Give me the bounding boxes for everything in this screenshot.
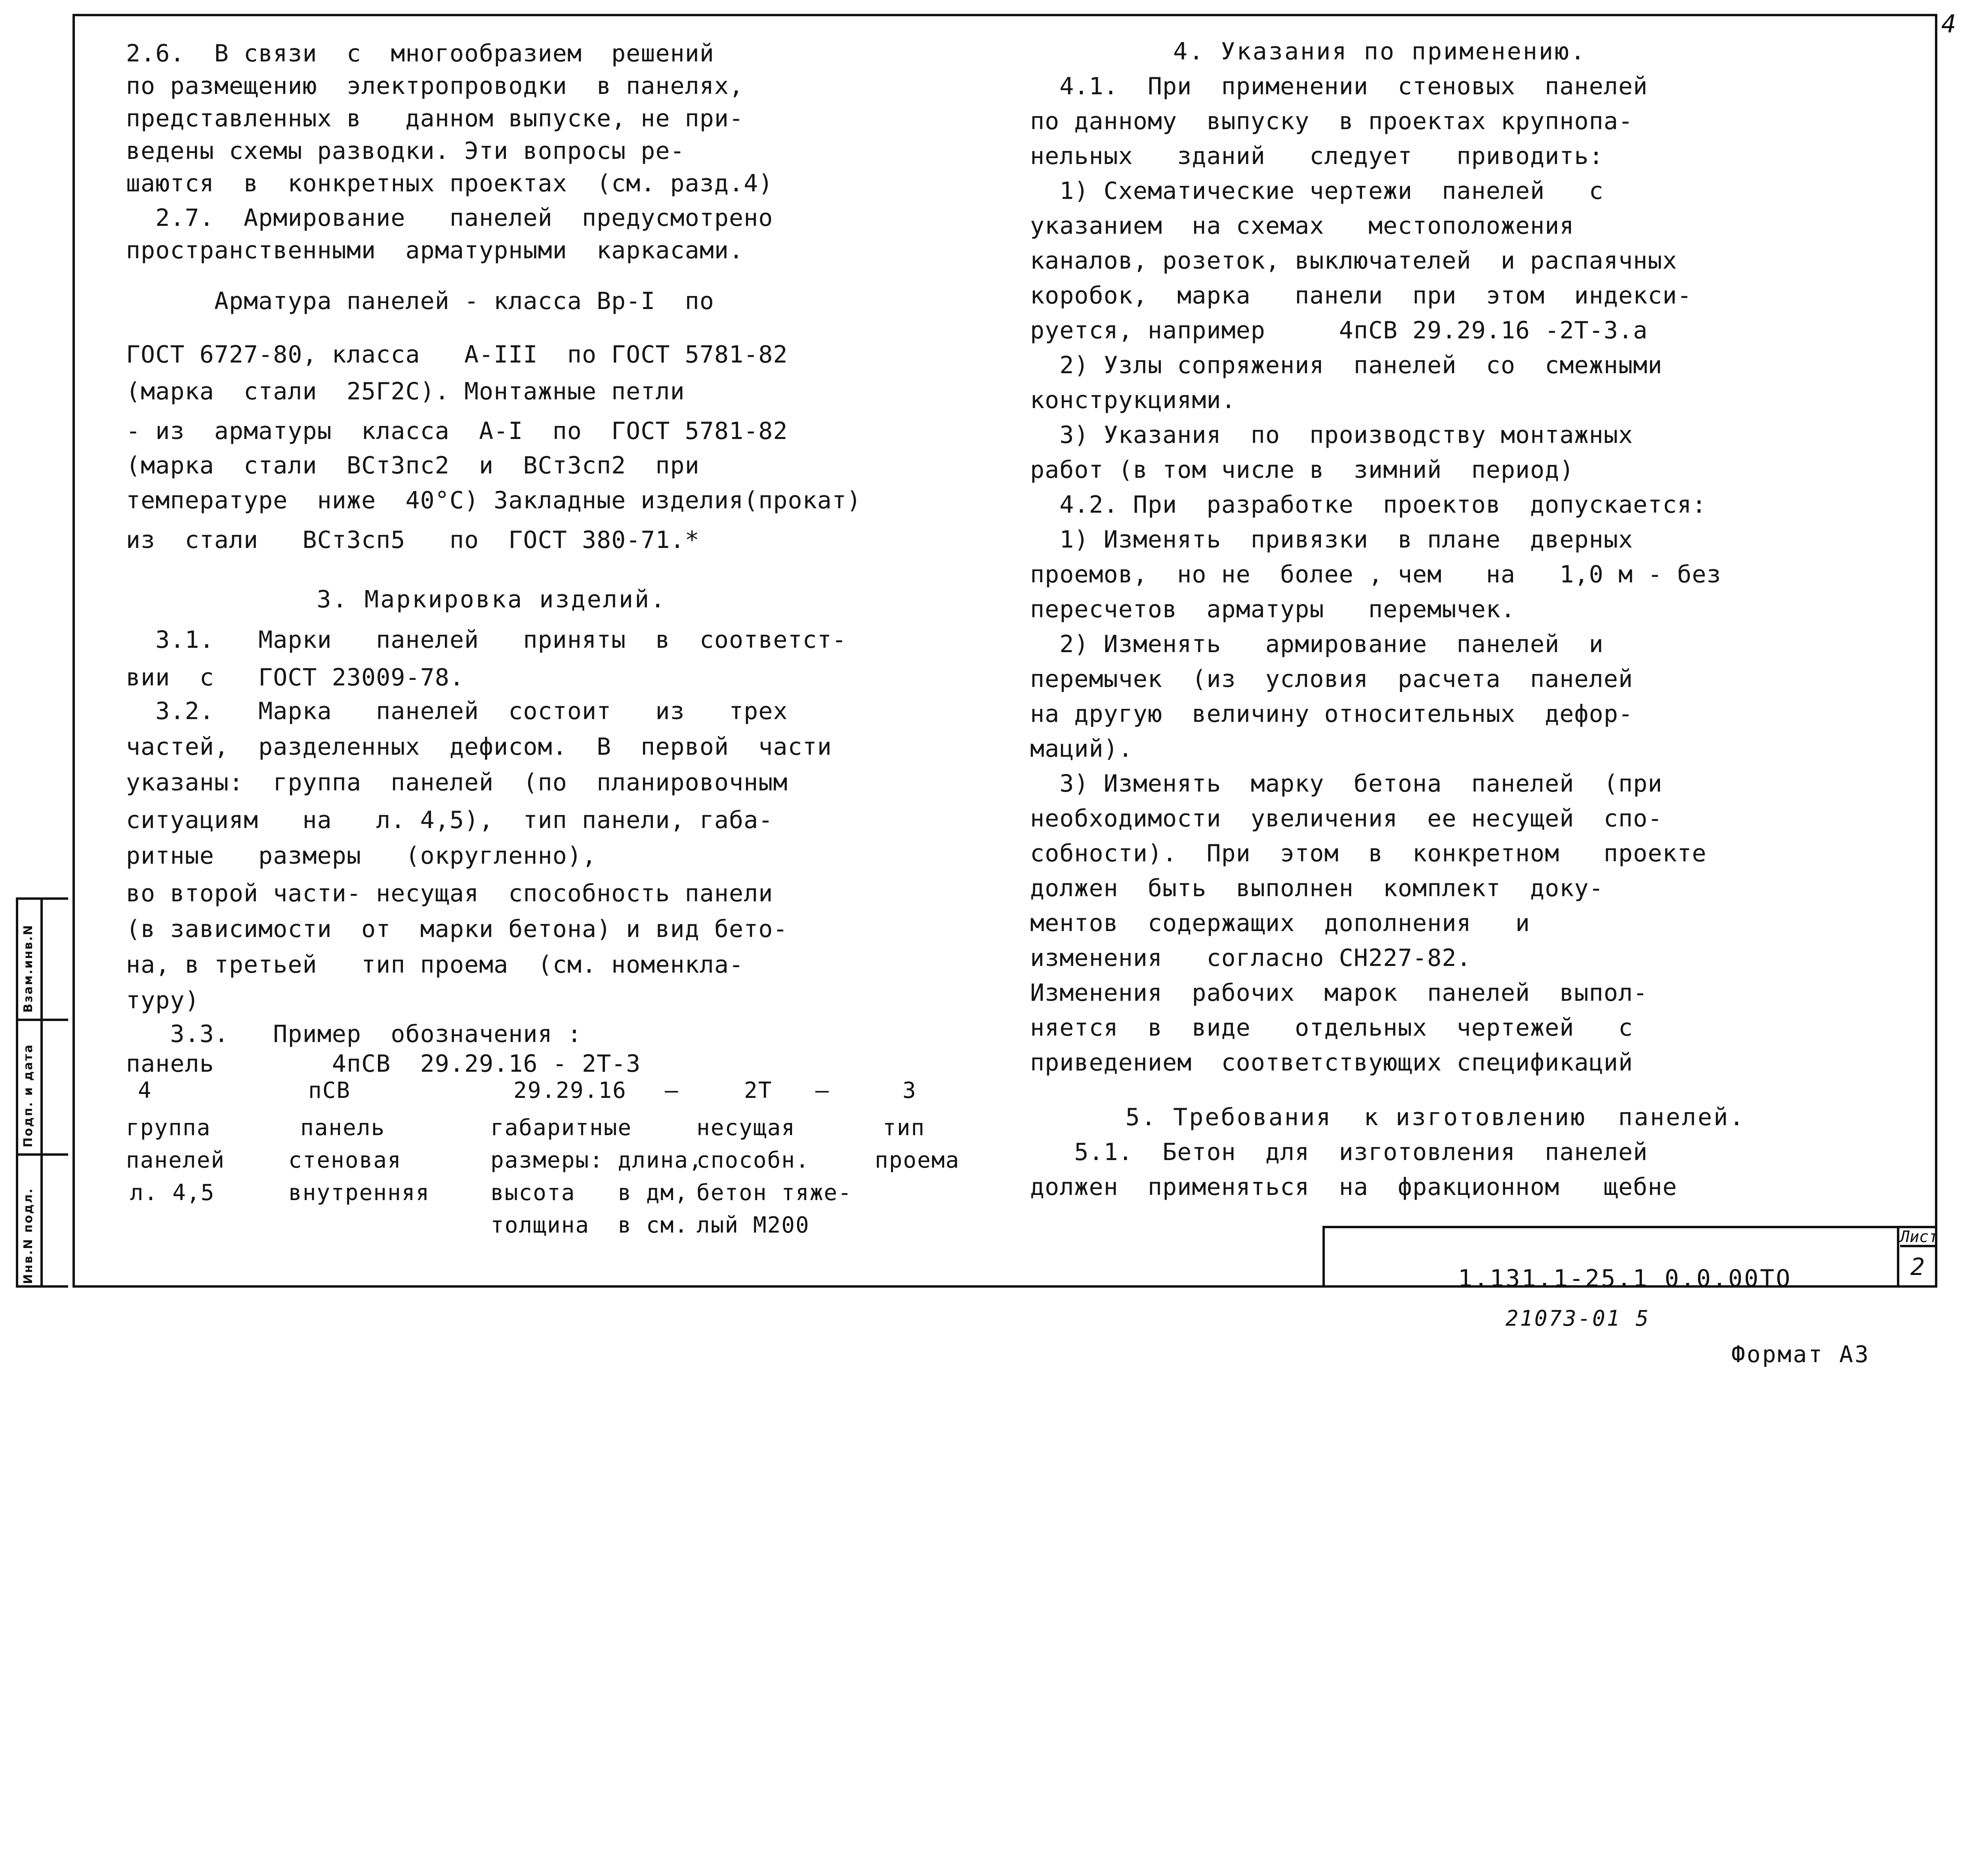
- text-line: по данному выпуску в проектах крупнопа-: [1030, 107, 1633, 135]
- text-line: перемычек (из условия расчета панелей: [1030, 665, 1633, 693]
- text-line: шаются в конкретных проектах (см. разд.4): [126, 170, 773, 197]
- text-line: 5.1. Бетон для изготовления панелей: [1030, 1138, 1648, 1166]
- legend-text: лый М200: [696, 1212, 810, 1238]
- legend-text: бетон тяже-: [696, 1180, 852, 1206]
- format-label: Формат А3: [1731, 1341, 1870, 1368]
- legend-col2-value: пСВ: [308, 1078, 351, 1103]
- legend-text: панель: [300, 1115, 385, 1141]
- sheet-label: Лист: [1900, 1228, 1935, 1247]
- text-line: ситуациям на л. 4,5), тип панели, габа-: [126, 806, 773, 834]
- text-line: конструкциями.: [1030, 386, 1236, 414]
- designation-legend: [126, 1078, 960, 1876]
- text-line: представленных в данном выпуске, не при-: [126, 105, 744, 132]
- stamp-field-label: Взам.инв.N: [21, 924, 35, 1013]
- text-line: 2) Узлы сопряжения панелей со смежными: [1030, 351, 1663, 379]
- text-line: ритные размеры (округленно),: [126, 842, 597, 870]
- legend-text: толщина в см.: [490, 1212, 689, 1238]
- text-line: приведением соответствующих спецификаций: [1030, 1049, 1633, 1076]
- text-line: каналов, розеток, выключателей и распаячных: [1030, 247, 1677, 275]
- text-line: панель 4пСВ 29.29.16 - 2Т-3: [126, 1050, 641, 1078]
- text-line: 2.7. Армирование панелей предусмотрено: [126, 204, 773, 232]
- legend-text: несущая: [696, 1115, 796, 1141]
- text-line: 4.2. При разработке проектов допускается:: [1030, 491, 1707, 519]
- legend-text: л. 4,5: [130, 1180, 215, 1206]
- text-line: 3.3. Пример обозначения :: [126, 1020, 582, 1048]
- text-line: (марка стали 25Г2С). Монтажные петли: [126, 378, 685, 405]
- text-line: из стали ВСт3сп5 по ГОСТ 380-71.*: [126, 526, 700, 554]
- text-line: 1) Изменять привязки в плане дверных: [1030, 526, 1633, 553]
- text-line: Арматура панелей - класса Вр-I по: [126, 287, 714, 315]
- section-heading: 5. Требования к изготовлению панелей.: [1030, 1103, 1746, 1131]
- text-line: ментов содержащих дополнения и: [1030, 909, 1530, 937]
- text-line: 3.2. Марка панелей состоит из трех: [126, 697, 788, 725]
- text-line: туру): [126, 987, 200, 1014]
- legend-dash: —: [665, 1078, 679, 1103]
- left-text-column: [126, 40, 862, 1078]
- text-line: должен быть выполнен комплект доку-: [1030, 874, 1604, 902]
- text-line: маций).: [1030, 735, 1133, 763]
- text-line: на, в третьей тип проема (см. номенклa-: [126, 951, 744, 979]
- legend-col4-value: 2Т: [744, 1078, 773, 1103]
- document-code: 1.131.1-25.1 0.0.00ТО: [1458, 1265, 1792, 1292]
- text-line: 3) Изменять марку бетона панелей (при: [1030, 770, 1663, 798]
- legend-col5-value: 3: [903, 1078, 917, 1103]
- text-line: 1) Схематические чертежи панелей с: [1030, 177, 1604, 205]
- corner-sheet-number: 4: [1941, 10, 1956, 38]
- legend-text: панелей: [126, 1147, 225, 1173]
- sheet-value: 2: [1910, 1253, 1925, 1281]
- text-line: (марка стали ВСт3пс2 и ВСт3сп2 при: [126, 452, 700, 479]
- text-line: (в зависимости от марки бетона) и вид бето-: [126, 915, 788, 943]
- legend-text: стеновая: [288, 1147, 402, 1173]
- text-line: Изменения рабочих марок панелей выпол-: [1030, 979, 1648, 1007]
- legend-text: размеры: длина,: [490, 1147, 703, 1173]
- text-line: указаны: группа панелей (по планировочным: [126, 769, 788, 796]
- text-line: частей, разделенных дефисом. В первой части: [126, 733, 832, 761]
- text-line: изменения согласно СН227-82.: [1030, 944, 1471, 972]
- text-line: - из арматуры класса А-I по ГОСТ 5781-82: [126, 417, 788, 445]
- legend-text: габаритные: [490, 1115, 632, 1141]
- text-line: 2) Изменять армирование панелей и: [1030, 630, 1604, 658]
- text-line: работ (в том числе в зимний период): [1030, 456, 1574, 484]
- text-line: проемов, но не более , чем на 1,0 м - без: [1030, 561, 1721, 588]
- legend-text: способн.: [696, 1147, 810, 1173]
- legend-col1-value: 4: [138, 1078, 152, 1103]
- legend-col3-value: 29.29.16: [513, 1078, 627, 1103]
- text-line: 4.1. При применении стеновых панелей: [1030, 73, 1648, 100]
- legend-text: проема: [875, 1147, 960, 1173]
- text-line: должен применяться на фракционном щебне: [1030, 1173, 1677, 1201]
- text-line: температуре ниже 40°С) Закладные изделия(прокат): [126, 487, 862, 514]
- legend-dash: —: [815, 1078, 830, 1103]
- binding-stamp-strip: [16, 897, 68, 1288]
- text-line: ведены схемы разводки. Эти вопросы ре-: [126, 137, 685, 165]
- text-line: няется в виде отдельных чертежей с: [1030, 1014, 1633, 1042]
- legend-text: внутренняя: [288, 1180, 430, 1206]
- text-line: нельных зданий следует приводить:: [1030, 142, 1604, 170]
- text-line: указанием на схемах местоположения: [1030, 212, 1574, 240]
- text-line: 3) Указания по производству монтажных: [1030, 421, 1633, 449]
- text-line: необходимости увеличения ее несущей спо-: [1030, 805, 1663, 832]
- text-line: 2.6. В связи с многообразием решений: [126, 40, 714, 67]
- archive-number: 21073-01 5: [1505, 1306, 1650, 1331]
- text-line: пересчетов арматуры перемычек.: [1030, 595, 1516, 623]
- legend-text: высота в дм,: [490, 1180, 689, 1206]
- text-line: во второй части- несущая способность панели: [126, 880, 773, 907]
- text-line: вии с ГОСТ 23009-78.: [126, 664, 464, 691]
- text-line: 3.1. Марки панелей приняты в соответст-: [126, 626, 847, 654]
- text-line: коробок, марка панели при этом индекси-: [1030, 282, 1692, 309]
- text-line: пространственными арматурными каркасами.: [126, 237, 744, 264]
- stamp-field-label: Инв.N подл.: [21, 1187, 35, 1284]
- text-line: собности). При этом в конкретном проекте: [1030, 840, 1707, 867]
- right-text-column: [1030, 38, 1746, 1201]
- text-line: по размещению электропроводки в панелях,: [126, 72, 744, 100]
- legend-text: тип: [883, 1115, 925, 1141]
- section-heading: 4. Указания по применению.: [1030, 38, 1587, 65]
- legend-text: группа: [126, 1115, 211, 1141]
- text-line: ГОСТ 6727-80, класса А-III по ГОСТ 5781-82: [126, 341, 788, 368]
- section-heading: 3. Маркировка изделий.: [126, 586, 667, 613]
- text-line: на другую величину относительных дефор-: [1030, 700, 1633, 728]
- text-line: руется, например 4пСВ 29.29.16 -2Т-3.а: [1030, 317, 1648, 344]
- stamp-field-label: Подп. и дата: [21, 1043, 35, 1147]
